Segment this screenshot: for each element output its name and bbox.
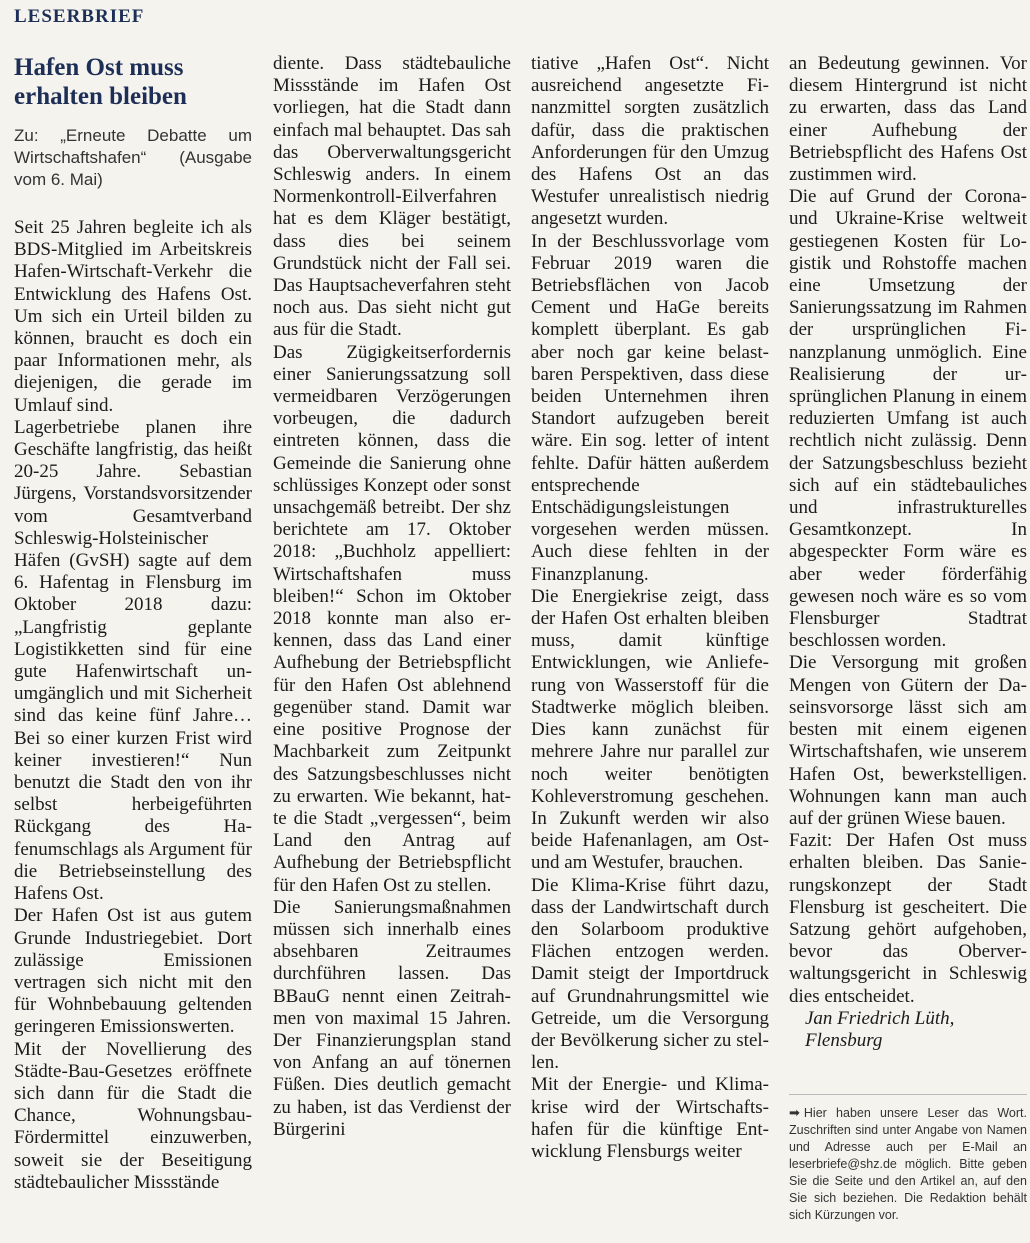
paragraph: tiative „Hafen Ost“. Nicht ausreichend angesetzte Finanzmittel sorgten zusätzlich dafür, dass die praktischen Anforderungen für den Umzug des Hafens Ost an das Westufer unrealistisch niedrig angesetzt wurden. — [531, 53, 769, 230]
paragraph: Lagerbetriebe planen ihre Geschäfte langfristig, das heißt 20-25 Jahre. Sebastian Jürgens, Vorstandsvorsitzender vom Gesamtverband Schleswig-Holsteinischer Häfen (GvSH) sagte auf dem 6. Hafentag in Flensburg im Oktober 2018 dazu: „Langfristig geplante Logistikketten sind für eine gute Hafenwirtschaft unumgänglich und mit Sicherheit sind das keine fünf Jahre… Bei so einer kurzen Frist wird keiner investieren!“ Nun benutzt die Stadt den von ihr selbst herbeigeführten Rückgang des Hafenumschlags als Argument für die Betriebseinstellung des Hafens Ost. — [14, 416, 252, 905]
paragraph: Die Versorgung mit großen Mengen von Gütern der Daseinsvorsorge lässt sich am besten mit einem eigenen Wirtschaftshafen, wie unserem Hafen Ost, bewerkstelligen. Wohnungen kann man auch auf der grünen Wiese bauen. — [789, 652, 1027, 829]
paragraph: In der Beschlussvorlage vom Februar 2019 waren die Betriebsflächen von Jacob Cement und HaGe bereits komplett überplant. Es gab aber noch gar keine belastbaren Perspektiven, dass diese beiden Unternehmen ihren Standort aufzugeben bereit wäre. Ein sog. letter of intent fehlte. Dafür hätten außerdem entsprechende Entschädigungsleistungen vorgesehen werden müssen. Auch diese fehlten in der Finanzplanung. — [531, 230, 769, 585]
paragraph: Die Energiekrise zeigt, dass der Hafen Ost erhalten bleiben muss, damit künftige Entwicklungen, wie Anlieferung von Wasserstoff für die Stadtwerke möglich bleiben. Dies kann zunächst für mehrere Jahre nur parallel zur noch weiter benötigten Kohleverstromung geschehen. In Zukunft werden wir also beide Hafenanlagen, am Ost- und am Westufer, brauchen. — [531, 585, 769, 874]
paragraph: an Bedeutung gewinnen. Vor diesem Hintergrund ist nicht zu erwarten, dass das Land einer Aufhebung der Betriebspflicht des Hafens Ost zustimmen wird. — [789, 53, 1027, 186]
paragraph: Mit der Energie- und Klimakrise wird der Wirtschaftshafen für die künftige Entwicklung Flensburgs weiter — [531, 1074, 769, 1162]
paragraph: Die Sanierungsmaßnahmen müssen sich innerhalb eines absehbaren Zeitraumes durchführen lassen. Das BBauG nennt einen Zeitrahmen von maximal 15 Jahren. Der Finanzierungsplan stand von Anfang an auf tönernen Füßen. Dies deutlich gemacht zu haben, ist das Verdienst der Bürgerini — [273, 896, 511, 1140]
paragraph: Der Hafen Ost ist aus gutem Grunde Industriegebiet. Dort zulässige Emissionen vertragen sich nicht mit den für Wohnbebauung geltenden geringeren Emissionswerten. — [14, 905, 252, 1038]
paragraph: Die auf Grund der Corona- und Ukraine-Krise weltweit gestiegenen Kosten für Logistik und Rohstoffe machen eine Umsetzung der Sanierungssatzung im Rahmen der ursprünglichen Finanzplanung unmöglich. Eine Realisierung der ursprünglichen Planung in einem reduzierten Umfang ist auch rechtlich nicht zulässig. Denn der Satzungsbeschluss bezieht sich auf ein städtebauliches und infrastrukturelles Gesamtkonzept. In abgespeckter Form wäre es aber weder förderfähig gewesen noch wäre es so vom Flensburger Stadtrat beschlossen worden. — [789, 186, 1027, 652]
arrow-right-icon: ➡ — [789, 1105, 800, 1120]
section-rubric: LESERBRIEF — [14, 6, 145, 27]
paragraph: Die Klima-Krise führt dazu, dass der Landwirtschaft durch den Solarboom produktive Flächen entzogen werden. Damit steigt der Importdruck auf Grundnahrungsmittel wie Getreide, um die Versorgung der Bevölkerung sicher zu stellen. — [531, 874, 769, 1074]
paragraph: Seit 25 Jahren begleite ich als BDS-Mitglied im Arbeitskreis Hafen-Wirtschaft-Verkehr die Entwicklung des Hafens Ost. Um sich ein Urteil bilden zu können, braucht es doch ein paar Informationen mehr, als diejenigen, die gerade im Umlauf sind. — [14, 217, 252, 416]
signature-city: Flensburg — [805, 1029, 883, 1051]
paragraph: Das Zügigkeitserfordernis einer Sanierungssatzung soll vermeidbaren Verzögerungen vorbeugen, die dadurch eintreten können, dass die Gemeinde die Sanierung ohne schlüssiges Konzept oder sonst unsachgemäß betreibt. Der shz berichtete am 17. Oktober 2018: „Buchholz appelliert: Wirtschaftshafen muss bleiben!“ Schon im Oktober 2018 konnte man also erkennen, dass das Land einer Aufhebung der Betriebspflicht für den Hafen Ost ablehnend gegenüber stand. Damit war eine positive Prognose der Machbarkeit zum Zeitpunkt des Satzungsbeschlusses nicht zu erwarten. Wie bekannt, hatte die Stadt „vergessen“, beim Land den Antrag auf Aufhebung der Betriebspflicht für den Hafen Ost zu stellen. — [273, 341, 511, 896]
divider — [789, 1094, 1027, 1095]
paragraph: diente. Dass städtebauliche Missstände im Hafen Ost vorliegen, hat die Stadt dann einfach mal behauptet. Das sah das Oberverwaltungsgericht Schleswig anders. In einem Normenkontroll-Eilverfahren hat es dem Kläger bestätigt, dass dies bei seinem Grundstück nicht der Fall sei. Das Hauptsacheverfahren steht noch aus. Das sieht nicht gut aus für die Stadt. — [273, 53, 511, 341]
article-reference: Zu: „Erneute Debatte um Wirtschaftshafen“ (Ausgabe vom 6. Mai) — [14, 126, 252, 189]
column-3 — [531, 53, 769, 1163]
column-1 — [14, 53, 252, 1194]
signature-name: Jan Friedrich Lüth, — [805, 1007, 955, 1029]
paragraph: Fazit: Der Hafen Ost muss erhalten bleiben. Das Sanierungskonzept der Stadt Flensburg ist gescheitert. Die Satzung gehört aufgehoben, bevor das Oberverwaltungsgericht in Schleswig dies entscheidet. — [789, 830, 1027, 1007]
paragraph: Mit der Novellierung des Städte-Bau-Gesetzes eröffnete sich dann für die Stadt die Chance, Wohnungsbau-Fördermittel einzuwerben, soweit sie der Beseitigung städtebaulicher Missstände — [14, 1038, 252, 1193]
editor-note — [789, 1104, 1027, 1224]
headline: Hafen Ost muss erhalten bleiben — [14, 54, 187, 110]
column-2 — [273, 53, 511, 1141]
column-4 — [789, 53, 1027, 1052]
editor-note-text: Hier haben unsere Leser das Wort. Zuschriften sind unter Angabe von Namen und Adresse auch per E-Mail an leserbriefe@shz.de möglich. Bitte geben Sie die Seite und den Artikel an, auf den Sie sich beziehen. Die Redaktion behält sich Kürzungen vor. — [789, 1106, 1027, 1222]
